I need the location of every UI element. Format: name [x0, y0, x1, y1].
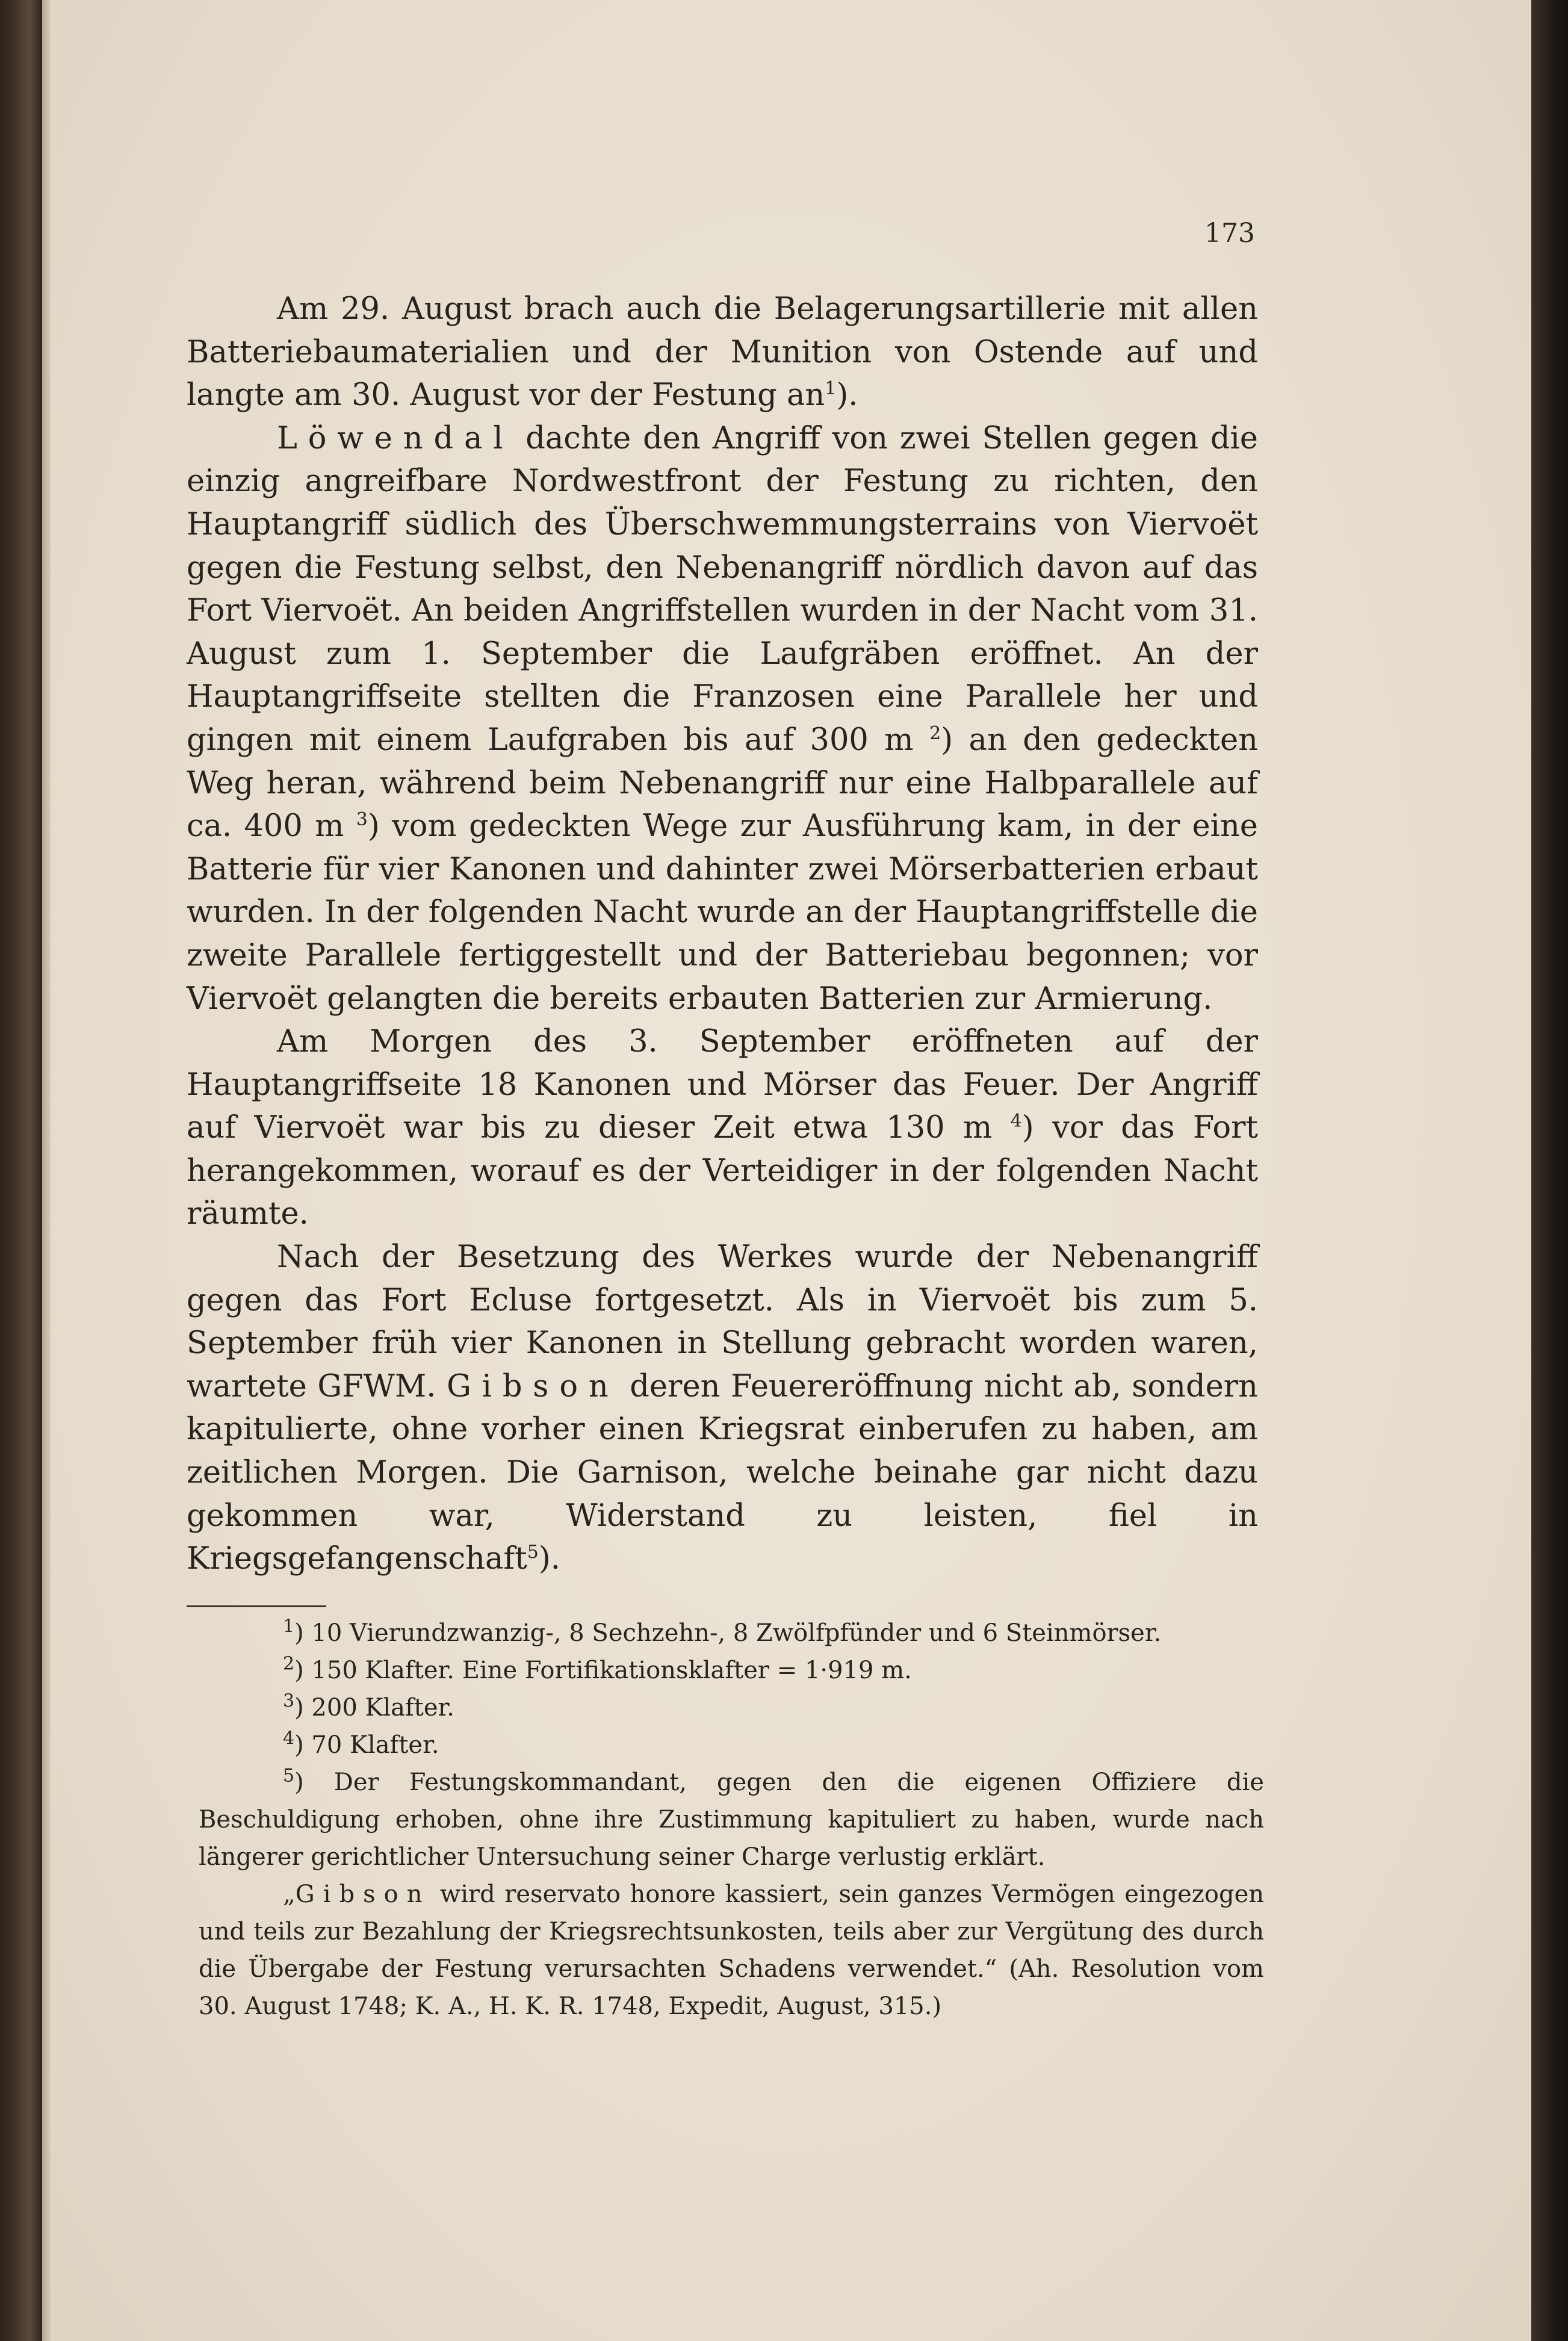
main-text	[187, 288, 1258, 1581]
quote-name-gibson: Gibson	[295, 1881, 431, 1908]
footnote-ref-1[interactable]: 1	[825, 378, 837, 400]
paragraph-3: Am Morgen des 3. September eröffneten auf der Hauptangriffseite 18 Kanonen und Mörser das Feuer. Der Angriff auf Viervoët war bis zu dieser Zeit etwa 130 m $^4$) vor das Fort herangekommen, worauf es der Verteidiger in der folgenden Nacht räumte.	[187, 1024, 1259, 1232]
book-spine	[0, 0, 42, 2341]
paragraph-4: Nach der Besetzung des Werkes wurde der Nebenangriff gegen das Fort Ecluse fortgesetzt. Als in Viervoët bis zum 5. September früh vier Kanonen in Stellung gebracht worden waren, wartete GFWM. Gibson deren Feuereröffnung nicht ab, sondern kapitulierte, ohne vorher einen Kriegsrat einberufen zu haben, am zeitlichen Morgen. Die Garnison, welche beinahe gar nicht dazu gekommen war, Widerstand zu leisten, fiel in Kriegsgefangenschaft$^5$).	[187, 1239, 1259, 1577]
footnote-divider	[187, 1605, 326, 1607]
footnote-5-quote: „Gibson wird reservato honore kassiert, sein ganzes Vermögen eingezogen und teils zur Bezahlung der Kriegsrechtsunkosten, teils aber zur Vergütung des durch die Übergabe der Festung verursachten Schadens verwendet.“ (Ah. Resolution vom 30. August 1748; K. A., H. K. R. 1748, Expedit, August, 315.)	[199, 1881, 1264, 2020]
paragraph-1: Am 29. August brach auch die Belagerungsartillerie mit allen Batteriebaumaterialien und der Munition von Ostende auf und langte am 30. August vor der Festung an$^1$).	[187, 291, 1258, 414]
name-loewendal: Löwendal	[277, 420, 514, 456]
footnote-3: $^3$) 200 Klafter.	[283, 1690, 454, 1722]
footnote-ref-3[interactable]: 3	[356, 809, 368, 831]
footnotes	[199, 1614, 1264, 2025]
footnote-ref-5[interactable]: 5	[527, 1542, 539, 1563]
footnote-ref-4[interactable]: 4	[1010, 1111, 1022, 1132]
footnote-1: $^1$) 10 Vierundzwanzig-, 8 Sechzehn-, 8 Zwölfpfünder und 6 Steinmörser.	[283, 1616, 1162, 1647]
footnote-5: $^5$) Der Festungskommandant, gegen den die eigenen Offiziere die Beschuldigung erhoben, ohne ihre Zustimmung kapituliert zu haben, wurde nach längerer gerichtlicher Untersuchung seiner Charge verlustig erklärt.	[199, 1765, 1264, 1871]
name-gibson: Gibson	[447, 1368, 619, 1404]
footnote-4: $^4$) 70 Klafter.	[283, 1728, 439, 1759]
page-stack-edge	[42, 0, 51, 2341]
page-right-shadow	[1531, 0, 1568, 2341]
page-number: 173	[1204, 218, 1255, 249]
footnote-ref-2[interactable]: 2	[929, 722, 941, 744]
paragraph-2: Löwendal dachte den Angriff von zwei Stellen gegen die einzig angreifbare Nordwestfront der Festung zu richten, den Hauptangriff südlich des Überschwemmungsterrains von Viervoët gegen die Festung selbst, den Nebenangriff nördlich davon auf das Fort Viervoët. An beiden Angriffstellen wurden in der Nacht vom 31. August zum 1. September die Laufgräben eröffnet. An der Hauptangriffseite stellten die Franzosen eine Parallele her und gingen mit einem Laufgraben bis auf 300 m $^2$) an den gedeckten Weg heran, während beim Nebenangriff nur eine Halbparallele auf ca. 400 m $^3$) vom gedeckten Wege zur Ausführung kam, in der eine Batterie für vier Kanonen und dahinter zwei Mörserbatterien erbaut wurden. In der folgenden Nacht wurde an der Hauptangriffstelle die zweite Parallele fertiggestellt und der Batteriebau begonnen; vor Viervoët gelangten die bereits erbauten Batterien zur Armierung.	[187, 420, 1259, 1017]
footnote-2: $^2$) 150 Klafter. Eine Fortifikationsklafter = 1·919 m.	[283, 1653, 912, 1684]
